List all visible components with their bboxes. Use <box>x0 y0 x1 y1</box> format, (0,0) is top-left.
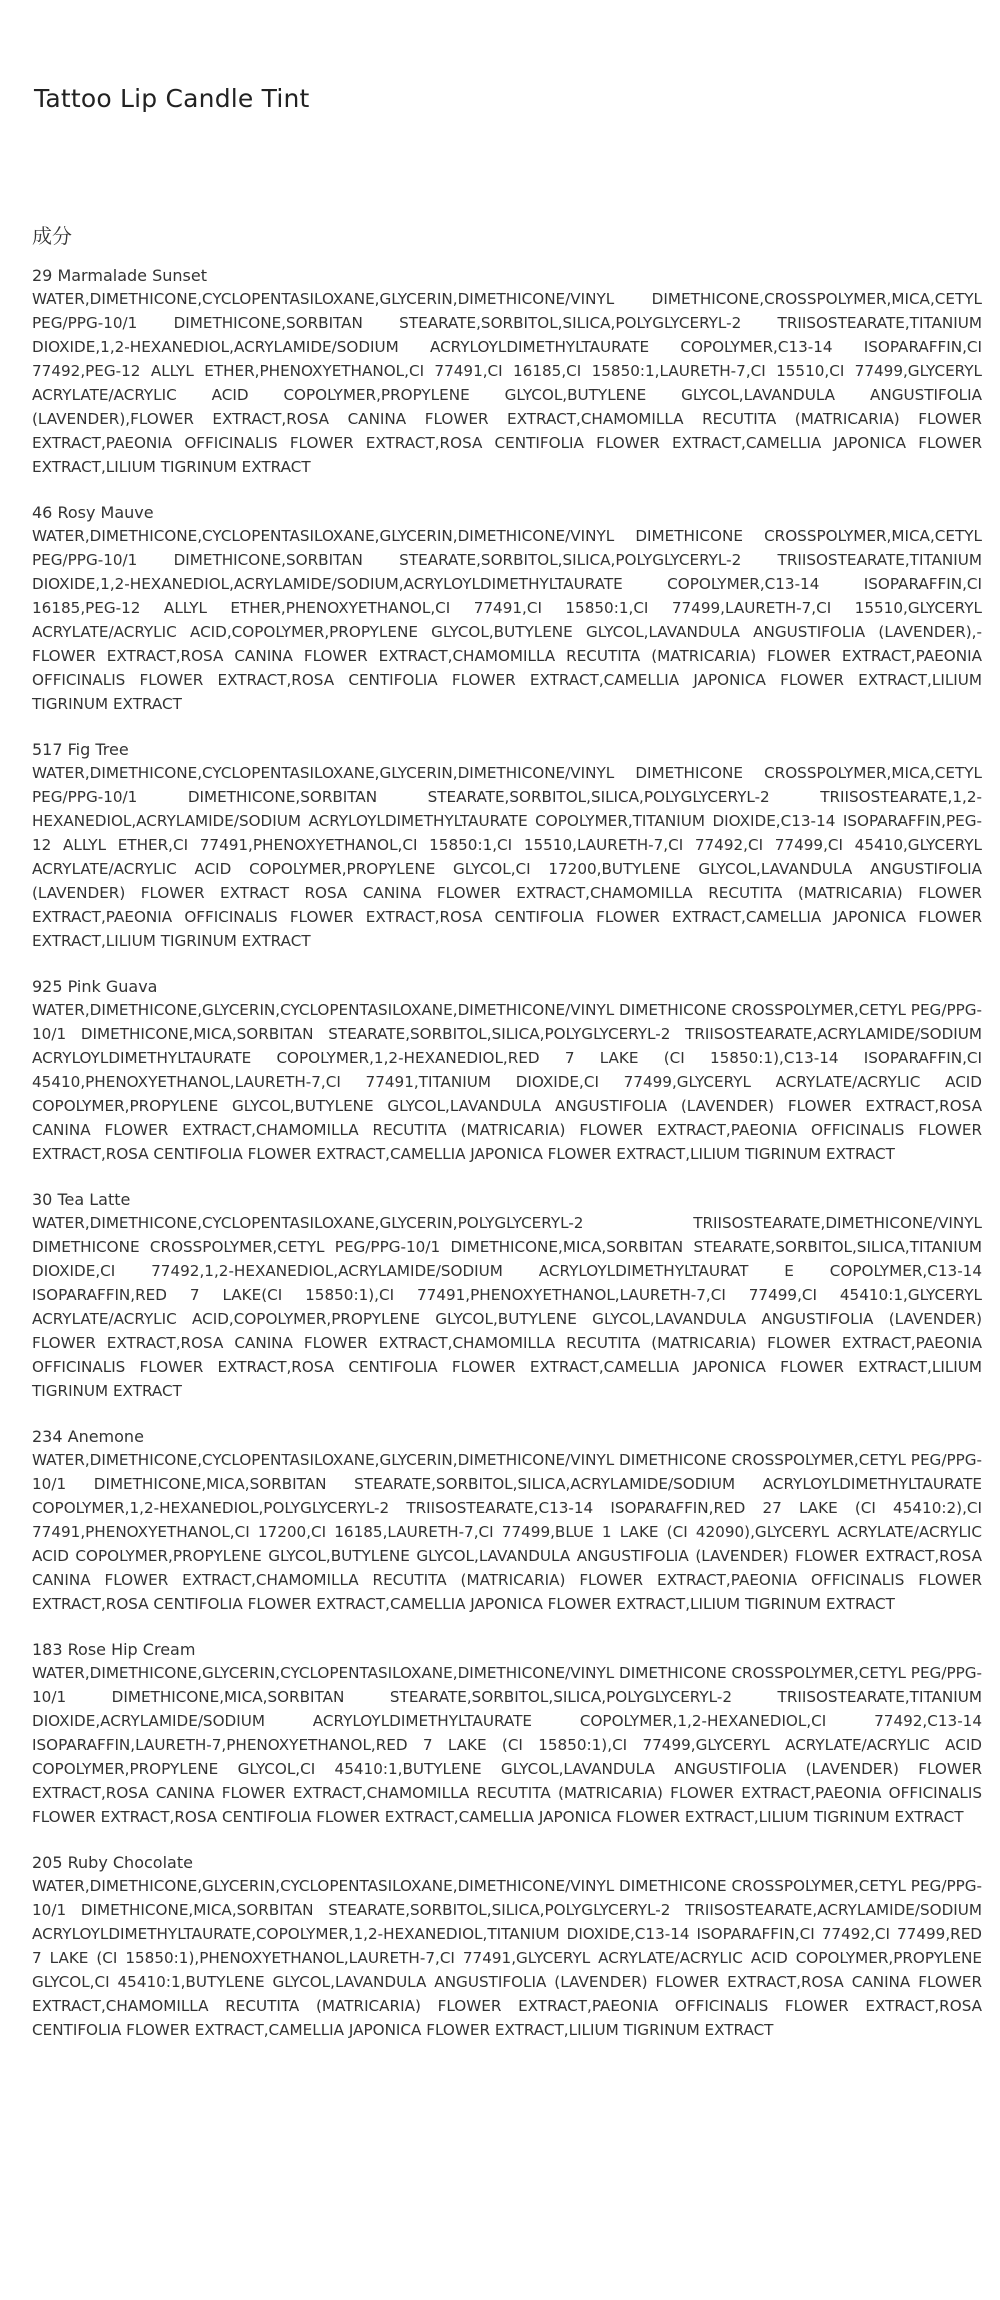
shade-entry <box>32 975 982 1166</box>
shade-entry <box>32 501 982 716</box>
shade-entry <box>32 738 982 953</box>
ingredient-text: WATER,DIMETHICONE,GLYCERIN,CYCLOPENTASILOXANE,DIMETHICONE/VINYL DIMETHICONE CROSSPOLYMER,CETYL PEG/PPG-10/1 DIMETHICONE,MICA,SORBITAN STEARATE,SORBITOL,SILICA,POLYGLYCERYL-2 TRIISOSTEARATE,TITANIUM DIOXIDE,ACRYLAMIDE/SODIUM ACRYLOYLDIMETHYLTAURATE COPOLYMER,1,2-HEXANEDIOL,CI 77492,C13-14 ISOPARAFFIN,LAURETH-7,PHENOXYETHANOL,RED 7 LAKE (CI 15850:1),CI 77499,GLYCERYL ACRYLATE/ACRYLIC ACID COPOLYMER,PROPYLENE GLYCOL,CI 45410:1,BUTYLENE GLYCOL,LAVANDULA ANGUSTIFOLIA (LAVENDER) FLOWER EXTRACT,ROSA CANINA FLOWER EXTRACT,CHAMOMILLA RECUTITA (MATRICARIA) FLOWER EXTRACT,PAEONIA OFFICINALIS FLOWER EXTRACT,ROSA CENTIFOLIA FLOWER EXTRACT,CAMELLIA JAPONICA FLOWER EXTRACT,LILIUM TIGRINUM EXTRACT <box>32 1664 983 1826</box>
ingredient-list <box>32 264 982 2064</box>
shade-entry <box>32 1188 982 1403</box>
ingredient-text: WATER,DIMETHICONE,CYCLOPENTASILOXANE,GLYCERIN,DIMETHICONE/VINYL DIMETHICONE CROSSPOLYMER,MICA,CETYL PEG/PPG-10/1 DIMETHICONE,SORBITAN STEARATE,SORBITOL,SILICA,POLYGLYCERYL-2 TRIISOSTEARATE,1,2-HEXANEDIOL,ACRYLAMIDE/SODIUM ACRYLOYLDIMETHYLTAURATE COPOLYMER,TITANIUM DIOXIDE,C13-14 ISOPARAFFIN,PEG-12 ALLYL ETHER,CI 77491,PHENOXYETHANOL,CI 15850:1,CI 15510,LAURETH-7,CI 77492,CI 77499,CI 45410,GLYCERYL ACRYLATE/ACRYLIC ACID COPOLYMER,PROPYLENE GLYCOL,CI 17200,BUTYLENE GLYCOL,LAVANDULA ANGUSTIFOLIA (LAVENDER) FLOWER EXTRACT ROSA CANINA FLOWER EXTRACT,CHAMOMILLA RECUTITA (MATRICARIA) FLOWER EXTRACT,PAEONIA OFFICINALIS FLOWER EXTRACT,ROSA CENTIFOLIA FLOWER EXTRACT,CAMELLIA JAPONICA FLOWER EXTRACT,LILIUM TIGRINUM EXTRACT <box>32 764 982 950</box>
shade-entry <box>32 1851 982 2042</box>
shade-name: 925 Pink Guava <box>32 977 158 996</box>
product-title: Tattoo Lip Candle Tint <box>34 84 310 113</box>
shade-entry <box>32 264 982 479</box>
ingredients-heading: 成分 <box>32 224 72 248</box>
ingredient-text: WATER,DIMETHICONE,CYCLOPENTASILOXANE,GLYCERIN,POLYGLYCERYL-2 TRIISOSTEARATE,DIMETHICONE/VINYL DIMETHICONE CROSSPOLYMER,CETYL PEG/PPG-10/1 DIMETHICONE,MICA,SORBITAN STEARATE,SORBITOL,SILICA,TITANIUM DIOXIDE,CI 77492,1,2-HEXANEDIOL,ACRYLAMIDE/SODIUM ACRYLOYLDIMETHYLTAURAT E COPOLYMER,C13-14 ISOPARAFFIN,RED 7 LAKE(CI 15850:1),CI 77491,PHENOXYETHANOL,LAURETH-7,CI 77499,CI 45410:1,GLYCERYL ACRYLATE/ACRYLIC ACID,COPOLYMER,PROPYLENE GLYCOL,BUTYLENE GLYCOL,LAVANDULA ANGUSTIFOLIA (LAVENDER) FLOWER EXTRACT,ROSA CANINA FLOWER EXTRACT,CHAMOMILLA RECUTITA (MATRICARIA) FLOWER EXTRACT,PAEONIA OFFICINALIS FLOWER EXTRACT,ROSA CENTIFOLIA FLOWER EXTRACT,CAMELLIA JAPONICA FLOWER EXTRACT,LILIUM TIGRINUM EXTRACT <box>32 1214 982 1400</box>
shade-name: 29 Marmalade Sunset <box>32 266 207 285</box>
ingredient-text: WATER,DIMETHICONE,GLYCERIN,CYCLOPENTASILOXANE,DIMETHICONE/VINYL DIMETHICONE CROSSPOLYMER,CETYL PEG/PPG-10/1 DIMETHICONE,MICA,SORBITAN STEARATE,SORBITOL,SILICA,POLYGLYCERYL-2 TRIISOSTEARATE,ACRYLAMIDE/SODIUM ACRYLOYLDIMETHYLTAURATE COPOLYMER,1,2-HEXANEDIOL,RED 7 LAKE (CI 15850:1),C13-14 ISOPARAFFIN,CI 45410,PHENOXYETHANOL,LAURETH-7,CI 77491,TITANIUM DIOXIDE,CI 77499,GLYCERYL ACRYLATE/ACRYLIC ACID COPOLYMER,PROPYLENE GLYCOL,BUTYLENE GLYCOL,LAVANDULA ANGUSTIFOLIA (LAVENDER) FLOWER EXTRACT,ROSA CANINA FLOWER EXTRACT,CHAMOMILLA RECUTITA (MATRICARIA) FLOWER EXTRACT,PAEONIA OFFICINALIS FLOWER EXTRACT,ROSA CENTIFOLIA FLOWER EXTRACT,CAMELLIA JAPONICA FLOWER EXTRACT,LILIUM TIGRINUM EXTRACT <box>32 1001 983 1163</box>
shade-name: 46 Rosy Mauve <box>32 503 154 522</box>
shade-name: 234 Anemone <box>32 1427 144 1446</box>
shade-name: 517 Fig Tree <box>32 740 129 759</box>
shade-name: 205 Ruby Chocolate <box>32 1853 193 1872</box>
shade-entry <box>32 1638 982 1829</box>
shade-name: 30 Tea Latte <box>32 1190 131 1209</box>
shade-entry <box>32 1425 982 1616</box>
ingredient-text: WATER,DIMETHICONE,GLYCERIN,CYCLOPENTASILOXANE,DIMETHICONE/VINYL DIMETHICONE CROSSPOLYMER,CETYL PEG/PPG-10/1 DIMETHICONE,MICA,SORBITAN STEARATE,SORBITOL,SILICA,POLYGLYCERYL-2 TRIISOSTEARATE,ACRYLAMIDE/SODIUM ACRYLOYLDIMETHYLTAURATE,COPOLYMER,1,2-HEXANEDIOL,TITANIUM DIOXIDE,C13-14 ISOPARAFFIN,CI 77492,CI 77499,RED 7 LAKE (CI 15850:1),PHENOXYETHANOL,LAURETH-7,CI 77491,GLYCERYL ACRYLATE/ACRYLIC ACID COPOLYMER,PROPYLENE GLYCOL,CI 45410:1,BUTYLENE GLYCOL,LAVANDULA ANGUSTIFOLIA (LAVENDER) FLOWER EXTRACT,ROSA CANINA FLOWER EXTRACT,CHAMOMILLA RECUTITA (MATRICARIA) FLOWER EXTRACT,PAEONIA OFFICINALIS FLOWER EXTRACT,ROSA CENTIFOLIA FLOWER EXTRACT,CAMELLIA JAPONICA FLOWER EXTRACT,LILIUM TIGRINUM EXTRACT <box>32 1877 983 2039</box>
ingredient-text: WATER,DIMETHICONE,CYCLOPENTASILOXANE,GLYCERIN,DIMETHICONE/VINYL DIMETHICONE CROSSPOLYMER,MICA,CETYL PEG/PPG-10/1 DIMETHICONE,SORBITAN STEARATE,SORBITOL,SILICA,POLYGLYCERYL-2 TRIISOSTEARATE,TITANIUM DIOXIDE,1,2-HEXANEDIOL,ACRYLAMIDE/SODIUM,ACRYLOYLDIMETHYLTAURATE COPOLYMER,C13-14 ISOPARAFFIN,CI 16185,PEG-12 ALLYL ETHER,PHENOXYETHANOL,CI 77491,CI 15850:1,CI 77499,LAURETH-7,CI 15510,GLYCERYL ACRYLATE/ACRYLIC ACID,COPOLYMER,PROPYLENE GLYCOL,BUTYLENE GLYCOL,LAVANDULA ANGUSTIFOLIA (LAVENDER),-FLOWER EXTRACT,ROSA CANINA FLOWER EXTRACT,CHAMOMILLA RECUTITA (MATRICARIA) FLOWER EXTRACT,PAEONIA OFFICINALIS FLOWER EXTRACT,ROSA CENTIFOLIA FLOWER EXTRACT,CAMELLIA JAPONICA FLOWER EXTRACT,LILIUM TIGRINUM EXTRACT <box>32 527 982 713</box>
shade-name: 183 Rose Hip Cream <box>32 1640 196 1659</box>
ingredient-text: WATER,DIMETHICONE,CYCLOPENTASILOXANE,GLYCERIN,DIMETHICONE/VINYL DIMETHICONE,CROSSPOLYMER,MICA,CETYL PEG/PPG-10/1 DIMETHICONE,SORBITAN STEARATE,SORBITOL,SILICA,POLYGLYCERYL-2 TRIISOSTEARATE,TITANIUM DIOXIDE,1,2-HEXANEDIOL,ACRYLAMIDE/SODIUM ACRYLOYLDIMETHYLTAURATE COPOLYMER,C13-14 ISOPARAFFIN,CI 77492,PEG-12 ALLYL ETHER,PHENOXYETHANOL,CI 77491,CI 16185,CI 15850:1,LAURETH-7,CI 15510,CI 77499,GLYCERYL ACRYLATE/ACRYLIC ACID COPOLYMER,PROPYLENE GLYCOL,BUTYLENE GLYCOL,LAVANDULA ANGUSTIFOLIA (LAVENDER),FLOWER EXTRACT,ROSA CANINA FLOWER EXTRACT,CHAMOMILLA RECUTITA (MATRICARIA) FLOWER EXTRACT,PAEONIA OFFICINALIS FLOWER EXTRACT,ROSA CENTIFOLIA FLOWER EXTRACT,CAMELLIA JAPONICA FLOWER EXTRACT,LILIUM TIGRINUM EXTRACT <box>32 290 982 476</box>
ingredient-text: WATER,DIMETHICONE,CYCLOPENTASILOXANE,GLYCERIN,DIMETHICONE/VINYL DIMETHICONE CROSSPOLYMER,CETYL PEG/PPG-10/1 DIMETHICONE,MICA,SORBITAN STEARATE,SORBITOL,SILICA,ACRYLAMIDE/SODIUM ACRYLOYLDIMETHYLTAURATE COPOLYMER,1,2-HEXANEDIOL,POLYGLYCERYL-2 TRIISOSTEARATE,C13-14 ISOPARAFFIN,RED 27 LAKE (CI 45410:2),CI 77491,PHENOXYETHANOL,CI 17200,CI 16185,LAURETH-7,CI 77499,BLUE 1 LAKE (CI 42090),GLYCERYL ACRYLATE/ACRYLIC ACID COPOLYMER,PROPYLENE GLYCOL,BUTYLENE GLYCOL,LAVANDULA ANGUSTIFOLIA (LAVENDER) FLOWER EXTRACT,ROSA CANINA FLOWER EXTRACT,CHAMOMILLA RECUTITA (MATRICARIA) FLOWER EXTRACT,PAEONIA OFFICINALIS FLOWER EXTRACT,ROSA CENTIFOLIA FLOWER EXTRACT,CAMELLIA JAPONICA FLOWER EXTRACT,LILIUM TIGRINUM EXTRACT <box>32 1451 983 1613</box>
